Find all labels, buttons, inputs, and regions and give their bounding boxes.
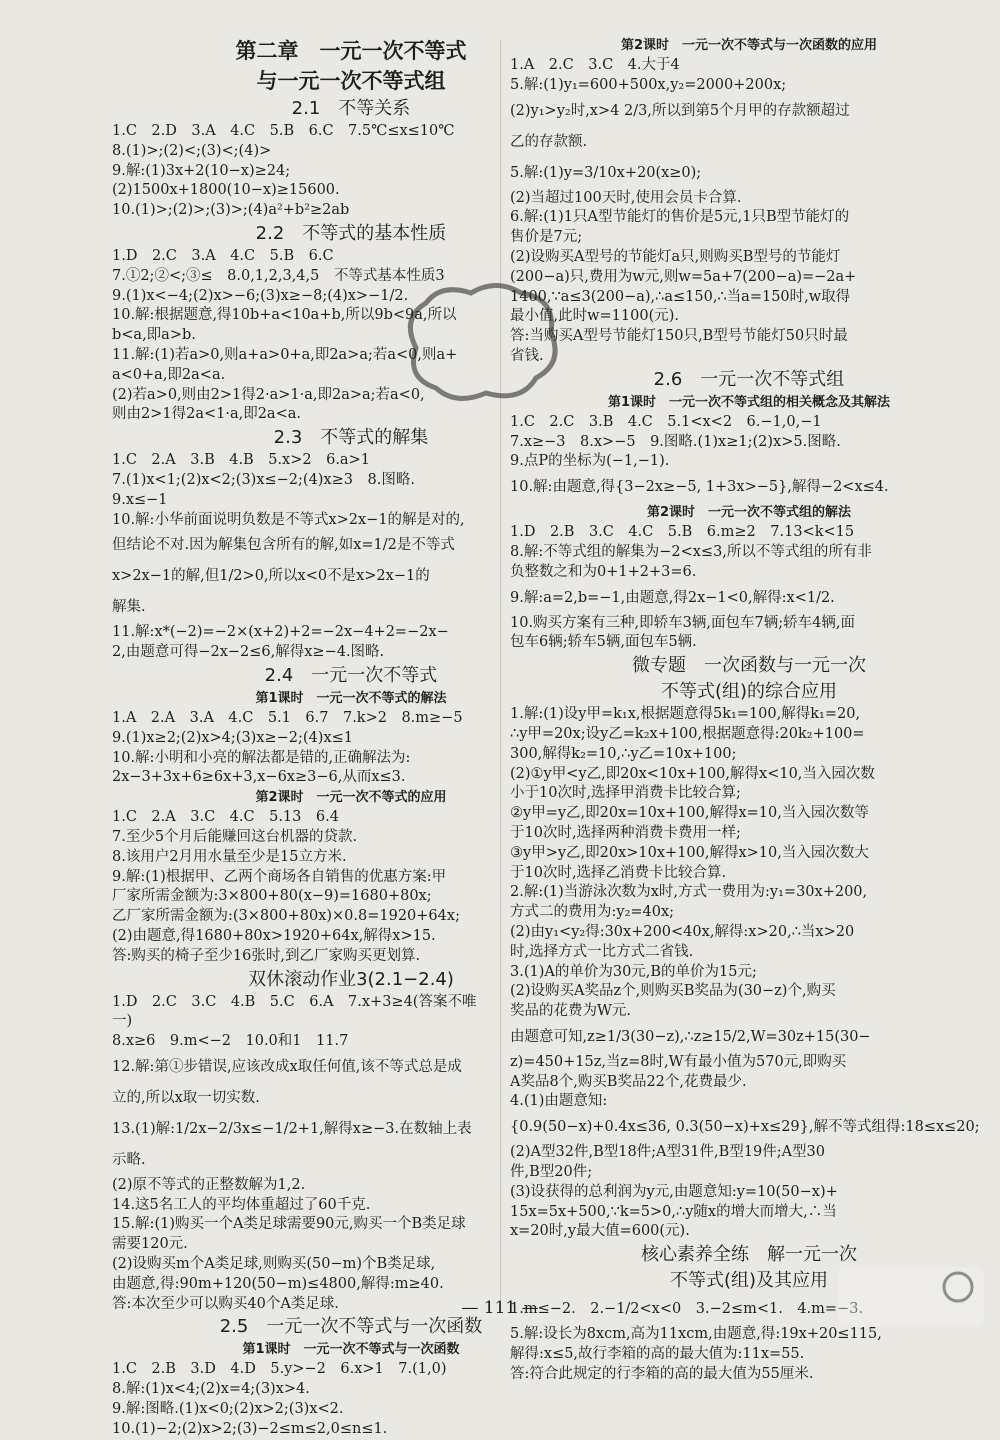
answer-line: 于10次时,选择乙消费卡比较合算. (510, 864, 727, 881)
answer-line: 10.解:根据题意,得10b+a<10a+b,所以9b<9a,所以 (112, 307, 457, 324)
answer-line: 300,解得k₂=10,∴y乙=10x+100; (510, 745, 737, 762)
answer-line: 8.(1)>;(2)<;(3)<;(4)> (112, 142, 272, 159)
section-title: 不等式(组)及其应用 (669, 1270, 829, 1292)
watermark-logo (836, 1265, 986, 1329)
answer-line: 奖品的花费为W元. (510, 1003, 632, 1020)
answer-line: 包车6辆;轿车5辆,面包车5辆. (510, 634, 697, 651)
answer-line: (2)y₁>y₂时,x>4 2/3,所以到第5个月甲的存款额超过 (510, 102, 850, 119)
answer-line: 省钱. (510, 347, 544, 364)
answer-line: (2)当超过100天时,使用会员卡合算. (510, 189, 742, 206)
answer-line: (2)1500x+1800(10−x)≥15600. (112, 182, 340, 199)
answer-line: 答:购买的椅子至少16张时,到乙厂家购买更划算. (112, 947, 421, 964)
answer-line: 乙的存款额. (510, 133, 588, 150)
answer-line: 需要120元. (112, 1236, 188, 1253)
answer-line: 9.(1)x<−4;(2)x>−6;(3)x≥−8;(4)x>−1/2. (112, 287, 409, 304)
answer-line: (2)原不等式的正整数解为1,2. (112, 1176, 306, 1193)
answer-line: 1.D 2.C 3.C 4.B 5.C 6.A 7.x+3≥4(答案不唯 (112, 993, 477, 1010)
answer-line: (200−a)只,费用为w元,则w=5a+7(200−a)=−2a+ (510, 268, 857, 285)
answer-line: 2x−3+3x+6≥6x+3,x−6x≥3−6,从而x≤3. (112, 769, 406, 786)
answer-line: x>2x−1的解,但1/2>0,所以x<0不是x>2x−1的 (112, 568, 430, 585)
stamp-logo (396, 278, 566, 408)
answer-line: 12.解:第①步错误,应该改成x取任何值,该不等式总是成 (112, 1058, 462, 1075)
answer-line: 答:本次至少可以购买40个A类足球. (112, 1295, 339, 1312)
chapter-title: 与一元一次不等式组 (256, 69, 446, 93)
answer-line: 10.购买方案有三种,即轿车3辆,面包车7辆;轿车4辆,面 (510, 614, 855, 631)
section-title: 2.2 不等式的基本性质 (255, 222, 447, 244)
answer-line: 15.解:(1)购买一个A类足球需要90元,购买一个B类足球 (112, 1216, 466, 1233)
answer-line: 由题意,得:90m+120(50−m)≤4800,解得:m≥40. (112, 1275, 444, 1292)
answer-line: 小于10次时,选择甲消费卡比较合算; (510, 785, 741, 802)
answer-line: 6.解:(1)1只A型节能灯的售价是5元,1只B型节能灯的 (510, 209, 850, 226)
answer-line: 5.解:设长为8xcm,高为11xcm,由题意,得:19x+20≤115, (510, 1326, 882, 1343)
answer-line: ③y甲>y乙,即20x>10x+100,解得x>10,当入园次数大 (510, 844, 869, 861)
answer-line: 8.该用户2月用水量至少是15立方米. (112, 848, 347, 865)
answer-line: 于10次时,选择两种消费卡费用一样; (510, 824, 741, 841)
answer-line: 乙厂家所需金额为:(3×800+80x)×0.8=1920+64x; (112, 908, 460, 925)
answer-line: a<0+a,即2a<a. (112, 366, 226, 383)
answer-line: (2)设购买A型号的节能灯a只,则购买B型号的节能灯 (510, 248, 841, 265)
answer-line: A奖品8个,购买B奖品22个,花费最少. (510, 1073, 747, 1090)
answer-line: 1.A 2.A 3.A 4.C 5.1 6.7 7.k>2 8.m≥−5 (112, 709, 463, 726)
answer-line: 一) (112, 1013, 133, 1030)
lesson-title: 第1课时 一元一次不等式与一次函数 (242, 1342, 460, 1358)
lesson-title: 第2课时 一元一次不等式的应用 (255, 790, 447, 806)
lesson-title: 第2课时 一元一次不等式与一次函数的应用 (620, 38, 878, 53)
answer-line: 最小值,此时w=1100(元). (510, 308, 679, 325)
answer-line: 9.点P的坐标为(−1,−1). (510, 453, 670, 470)
answer-line: 1.D 2.B 3.C 4.C 5.B 6.m≥2 7.13<k<15 (510, 524, 855, 541)
answer-line: 由题意可知,z≥1/3(30−z),∴z≥15/2,W=30z+15(30− (510, 1028, 871, 1045)
answer-line: 则由2>1得2a<1·a,即2a<a. (112, 406, 301, 423)
answer-line: 7.至少5个月后能赚回这台机器的贷款. (112, 828, 358, 845)
answer-line: 14.这5名工人的平均体重超过了60千克. (112, 1196, 371, 1213)
answer-line: 1.C 2.D 3.A 4.C 5.B 6.C 7.5℃≤x≤10℃ (112, 123, 455, 139)
answer-line: 9.x≤−1 (112, 491, 168, 508)
answer-line: b<a,即a>b. (112, 327, 196, 344)
answer-line: 10.解:小华前面说明负数是不等式x>2x−1的解是对的, (112, 511, 465, 528)
section-title: 2.3 不等式的解集 (273, 427, 429, 449)
answer-line: 但结论不对.因为解集包含所有的解,如x=1/2是不等式 (112, 537, 455, 554)
answer-line: 负整数之和为0+1+2+3=6. (510, 563, 697, 580)
answer-line: 7.x≥−3 8.x>−5 9.图略.(1)x≥1;(2)x>5.图略. (510, 433, 841, 450)
answer-line: 8.解:不等式组的解集为−2<x≤3,所以不等式组的所有非 (510, 543, 872, 560)
answer-line: 立的,所以x取一切实数. (112, 1089, 260, 1106)
answer-line: 售价是7元; (510, 229, 583, 246)
answer-line: 7.①2;②<;③≤ 8.0,1,2,3,4,5 不等式基本性质3 (112, 267, 445, 284)
answer-line: (3)设获得的总利润为y元,由题意知:y=10(50−x)+ (510, 1183, 838, 1200)
answer-line: (2)若a>0,则由2>1得2·a>1·a,即2a>a;若a<0, (112, 386, 425, 403)
answer-line: 11.解:(1)若a>0,则a+a>0+a,即2a>a;若a<0,则a+ (112, 346, 458, 363)
answer-line: x=20时,y最大值=600(元). (510, 1223, 690, 1240)
answer-line: ②y甲=y乙,即20x=10x+100,解得x=10,当入园次数等 (510, 805, 869, 822)
section-title: 双休滚动作业3(2.1−2.4) (248, 968, 454, 990)
answer-line: (2)①y甲<y乙,即20x<10x+100,解得x<10,当入园次数 (510, 765, 875, 782)
answer-line: 答:当购买A型号节能灯150只,B型号节能灯50只时最 (510, 328, 848, 345)
answer-line: 9.解:(1)根据甲、乙两个商场各自销售的优惠方案:甲 (112, 868, 447, 885)
answer-line: (2)设购买m个A类足球,则购买(50−m)个B类足球, (112, 1256, 436, 1273)
answer-line: 1.解:(1)设y甲=k₁x,根据题意得5k₁=100,解得k₁=20, (510, 706, 861, 723)
answer-line: 示略. (112, 1151, 146, 1168)
answer-line: 8.解:(1)x<4;(2)x=4;(3)x>4. (112, 1381, 310, 1398)
answer-line: 9.解:图略.(1)x<0;(2)x>2;(3)x<2. (112, 1401, 344, 1418)
answer-line: ∴y甲=20x;设y乙=k₂x+100,根据题意得:20k₂+100= (510, 725, 865, 742)
answer-line: 4.(1)由题意知: (510, 1093, 608, 1110)
answer-line: 1.C 2.B 3.D 4.D 5.y>−2 6.x>1 7.(1,0) (112, 1361, 447, 1378)
answer-line: 厂家所需金额为:3×800+80(x−9)=1680+80x; (112, 888, 432, 905)
answer-line: 2,由题意可得−2x−2≤6,解得x≥−4.图略. (112, 644, 385, 661)
answer-line: 答:符合此规定的行李箱的高的最大值为55厘米. (510, 1365, 814, 1382)
answer-line: 1.C 2.A 3.C 4.C 5.13 6.4 (112, 809, 339, 826)
answer-line: 5.解:(1)y₁=600+500x,y₂=2000+200x; (510, 76, 787, 93)
answer-line: 解得:x≤5,故行李箱的高的最大值为:11x=55. (510, 1346, 805, 1363)
answer-line: (2)由题意,得1680+80x>1920+64x,解得x>15. (112, 927, 436, 944)
answer-line: 10.解:由题意,得{3−2x≥−5, 1+3x>−5},解得−2<x≤4. (510, 479, 889, 496)
section-title: 核心素养全练 解一元一次 (641, 1244, 857, 1266)
answer-line: 7.(1)x<1;(2)x<2;(3)x≤−2;(4)x≥3 8.图略. (112, 471, 415, 488)
answer-line: 方式二的费用为:y₂=40x; (510, 904, 675, 921)
answer-line: 9.解:a=2,b=−1,由题意,得2x−1<0,解得:x<1/2. (510, 589, 835, 606)
answer-line: 8.x≥6 9.m<−2 10.0和1 11.7 (112, 1033, 349, 1050)
answer-line: (2)A型32件,B型18件;A型31件,B型19件;A型30 (510, 1144, 826, 1161)
section-title: 2.5 一元一次不等式与一次函数 (219, 1316, 483, 1338)
answer-line: 11.解:x*(−2)=−2×(x+2)+2=−2x−4+2=−2x− (112, 624, 449, 641)
answer-line: 13.(1)解:1/2x−2/3x≤−1/2+1,解得x≥−3.在数轴上表 (112, 1120, 472, 1137)
answer-line: 5.解:(1)y=3/10x+20(x≥0); (510, 164, 702, 181)
section-title: 2.1 不等关系 (291, 98, 411, 119)
answer-line: 件,B型20件; (510, 1164, 593, 1181)
answer-line: {0.9(50−x)+0.4x≤36, 0.3(50−x)+x≤29},解不等式组得:18≤x≤20; (510, 1119, 980, 1136)
right-column (510, 36, 988, 1385)
answer-line: 1400,∵a≤3(200−a),∴a≤150,∴当a=150时,w取得 (510, 288, 851, 305)
answer-line: 1.C 2.C 3.B 4.C 5.1<x<2 6.−1,0,−1 (510, 413, 822, 430)
lesson-title: 第1课时 一元一次不等式的解法 (255, 690, 447, 706)
answer-line: 9.(1)x≥2;(2)x>4;(3)x≥−2;(4)x≤1 (112, 729, 354, 746)
answer-line: 10.解:小明和小亮的解法都是错的,正确解法为: (112, 749, 411, 766)
answer-line: z)=450+15z,当z=8时,W有最小值为570元,即购买 (510, 1053, 847, 1070)
section-title: 2.4 一元一次不等式 (264, 664, 438, 686)
answer-line: 1.A 2.C 3.C 4.大于4 (510, 57, 680, 73)
answer-line: 1.C 2.A 3.B 4.B 5.x>2 6.a>1 (112, 452, 370, 469)
section-title: 不等式(组)的综合应用 (660, 681, 838, 703)
answer-line: 解集. (112, 599, 146, 616)
section-title: 微专题 一次函数与一元一次 (632, 655, 866, 677)
answer-line: 15x=5x+500,∵k=5>0,∴y随x的增大而增大,∴当 (510, 1203, 837, 1220)
section-title: 2.6 一元一次不等式组 (653, 368, 845, 390)
answer-line: 9.解:(1)3x+2(10−x)≥24; (112, 162, 291, 179)
answer-line: 10.(1)−2;(2)x>2;(3)−2≤m≤2,0≤n≤1. (112, 1420, 388, 1437)
chapter-title: 第二章 一元一次不等式 (235, 39, 467, 63)
answer-line: (2)设购买A奖品z个,则购买B奖品为(30−z)个,购买 (510, 983, 836, 1000)
lesson-title: 第2课时 一元一次不等式组的解法 (646, 505, 852, 521)
answer-line: 3.(1)A的单价为30元,B的单价为15元; (510, 963, 757, 980)
answer-line: 2.解:(1)当游泳次数为x时,方式一费用为:y₁=30x+200, (510, 884, 868, 901)
page-number: — 111 — (461, 1298, 539, 1318)
answer-line: (2)由y₁<y₂得:30x+200<40x,解得:x>20,∴当x>20 (510, 923, 855, 940)
lesson-title: 第1课时 一元一次不等式组的相关概念及其解法 (607, 394, 891, 410)
answer-line: 1.m≤−2. 2.−1/2<x<0 3.−2≤m<1. 4.m=−3. (510, 1301, 864, 1318)
answer-line: 1.D 2.C 3.A 4.C 5.B 6.C (112, 247, 334, 264)
answer-line: 10.(1)>;(2)>;(3)>;(4)a²+b²≥2ab (112, 202, 350, 219)
answer-line: 时,选择方式一比方式二省钱. (510, 943, 694, 960)
